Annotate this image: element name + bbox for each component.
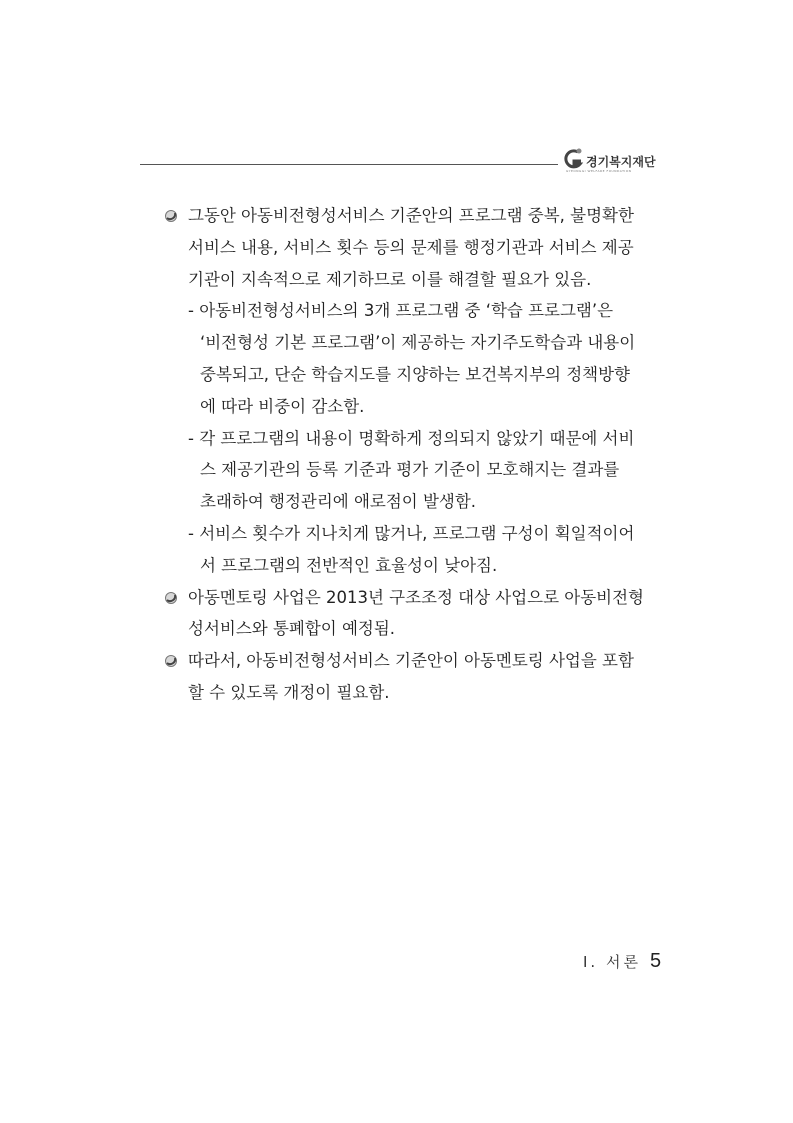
continuation-line <box>160 327 670 359</box>
bullet-item <box>160 645 670 677</box>
bullet-icon <box>164 654 178 668</box>
line-text: 기관이 지속적으로 제기하므로 이를 해결할 필요가 있음. <box>188 269 592 289</box>
bullet-icon <box>164 209 178 223</box>
line-text: 초래하여 행정관리에 애로점이 발생함. <box>200 492 477 512</box>
line-text: ‘비전형성 기본 프로그램’이 제공하는 자기주도학습과 내용이 <box>200 333 636 353</box>
sub-item <box>160 423 670 455</box>
logo-subtext: GYEONGGI WELFARE FOUNDATION <box>566 169 632 173</box>
bullet-item <box>160 200 670 232</box>
line-text: - 아동비전형성서비스의 3개 프로그램 중 ‘학습 프로그램’은 <box>188 301 614 321</box>
logo <box>562 147 662 177</box>
body-text <box>160 200 670 709</box>
continuation-line <box>160 486 670 518</box>
page-number: 5 <box>650 950 662 972</box>
line-text: 성서비스와 통폐합이 예정됨. <box>188 619 396 639</box>
line-text: 서비스 내용, 서비스 횟수 등의 문제를 행정기관과 서비스 제공 <box>188 237 634 257</box>
section-label: Ⅰ. 서론 <box>583 953 641 971</box>
continuation-line <box>160 550 670 582</box>
sub-item <box>160 518 670 550</box>
continuation-line <box>160 264 670 296</box>
header-rule <box>140 164 558 165</box>
line-text: 아동멘토링 사업은 2013년 구조조정 대상 사업으로 아동비전형 <box>188 587 644 607</box>
logo-text: 경기복지재단 <box>586 155 656 169</box>
line-text: 할 수 있도록 개정이 필요함. <box>188 682 390 702</box>
bullet-item <box>160 582 670 614</box>
continuation-line <box>160 454 670 486</box>
line-text: 에 따라 비중이 감소함. <box>200 396 365 416</box>
line-text: 중복되고, 단순 학습지도를 지양하는 보건복지부의 정책방향 <box>200 364 630 384</box>
sub-item <box>160 295 670 327</box>
line-text: - 서비스 횟수가 지나치게 많거나, 프로그램 구성이 획일적이어 <box>188 523 635 543</box>
bullet-icon <box>164 591 178 605</box>
line-text: 그동안 아동비전형성서비스 기준안의 프로그램 중복, 불명확한 <box>188 206 634 225</box>
line-text: 서 프로그램의 전반적인 효율성이 낮아짐. <box>200 555 498 575</box>
continuation-line <box>160 359 670 391</box>
page-footer <box>583 950 661 973</box>
continuation-line <box>160 613 670 645</box>
continuation-line <box>160 232 670 264</box>
continuation-line <box>160 391 670 423</box>
continuation-line <box>160 677 670 709</box>
line-text: 따라서, 아동비전형성서비스 기준안이 아동멘토링 사업을 포함 <box>188 651 634 671</box>
line-text: - 각 프로그램의 내용이 명확하게 정의되지 않았기 때문에 서비 <box>188 428 635 448</box>
line-text: 스 제공기관의 등록 기준과 평가 기준이 모호해지는 결과를 <box>200 460 620 480</box>
